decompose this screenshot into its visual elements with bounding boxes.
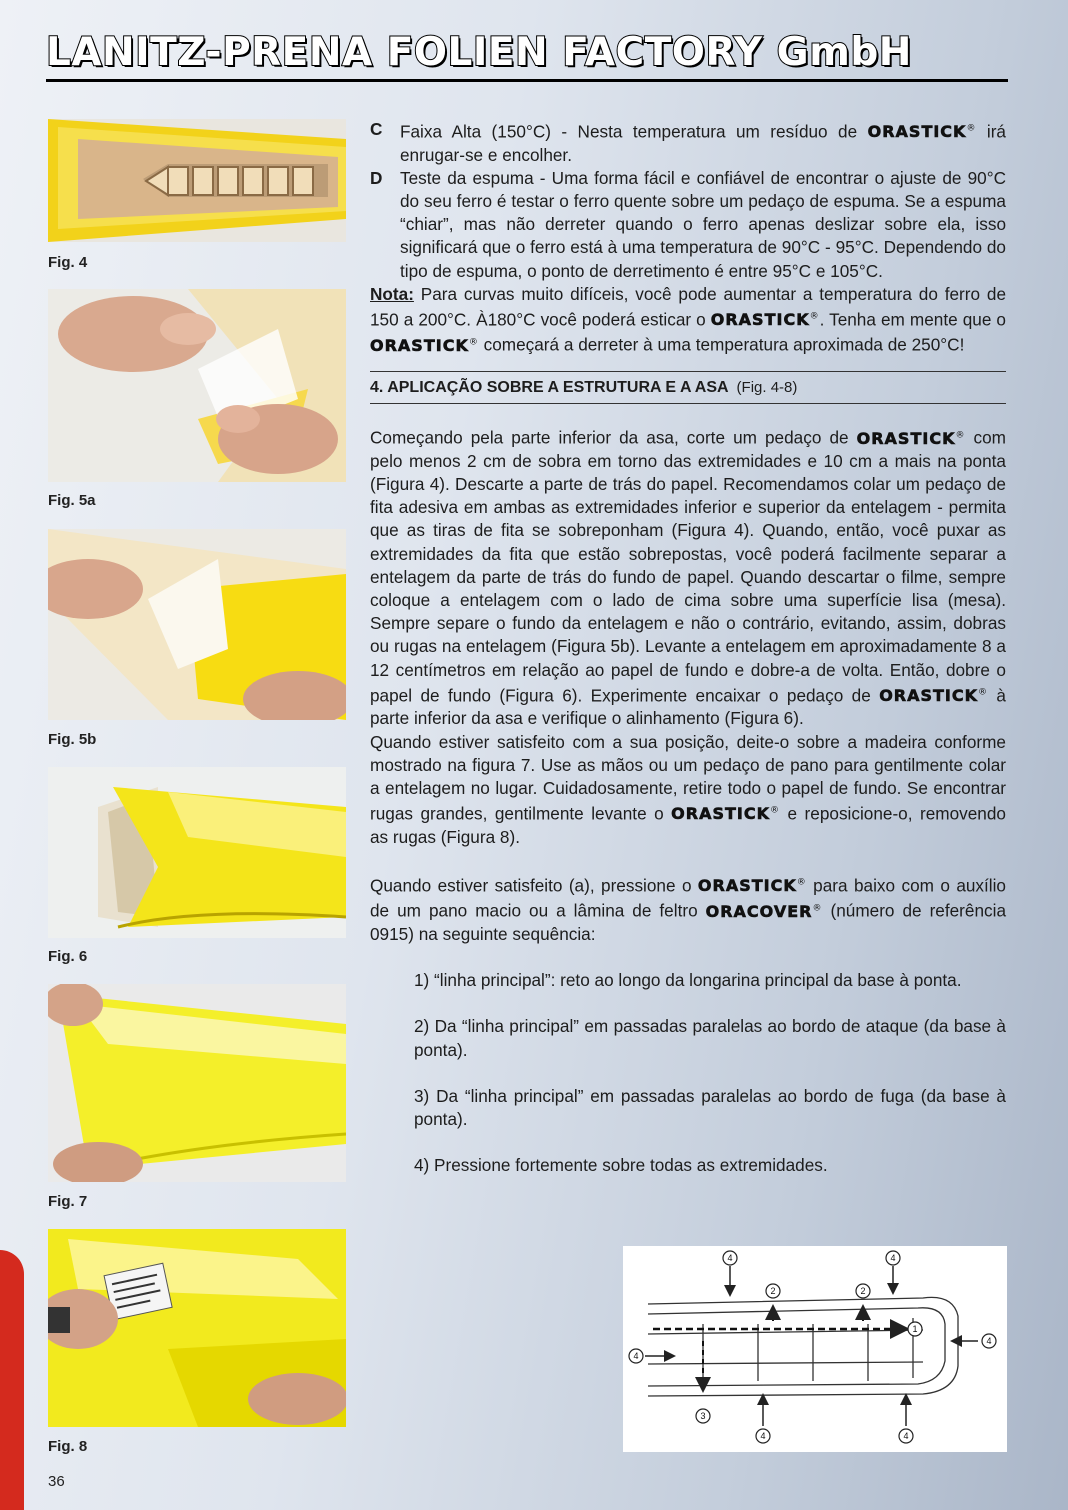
body-p1-part-b: com pelo menos 2 cm de sobra em torno das extremidades e 10 cm a mais na ponta (Figura 4). Descarte a parte de trás do papel. Recomendamos colar um pedaço de fita adesiva em ambas as extremidades inferior e superior da entelagem - permita que as tiras de fita se sobreponham (Figura 4). Quando, então, você puxar as extremidades da fita que estão sobrepostas, você poderá facilmente separar a entelagem da parte de trás do fundo de papel. Quando descartar o filme, sempre coloque a entelagem com o lado de cima sobre uma superfície lisa (mesa). Sempre separe o fundo da entelagem e não o contrário, evitando, assim, dobras ou rugas na entelagem (Figura 5b). Levante a entelagem em aproximadamente 8 a 12 centímetros em relação ao papel de fundo e dobre-a de volta. Então, dobre o papel de fundo (Figura 6). Experimente encaixar o pedaço de	[370, 427, 1006, 706]
diagram-mark-3: 3	[700, 1411, 706, 1421]
item-d-letter: D	[370, 167, 383, 188]
body-paragraph-3	[370, 872, 1006, 946]
figure-5a-photo	[48, 289, 346, 482]
diagram-mark-2: 2	[770, 1286, 776, 1296]
note-text-part1: Para curvas muito difíceis, você pode aumentar a temperatura do ferro de 150 a 200°C. À180°C você poderá esticar o	[370, 283, 1006, 330]
brand-orastick	[698, 876, 807, 895]
brand-oracover	[706, 902, 823, 921]
body-p1-part-c: à parte inferior da asa e verifique o alinhamento (Figura 6).	[370, 685, 1006, 729]
brand-oracover-name: ORACOVER	[705, 901, 813, 921]
page-edge-tab	[0, 1250, 24, 1510]
body-p3-part-a: Quando estiver satisfeito (a), pressione o	[370, 875, 698, 896]
figure-7-photo	[48, 984, 346, 1182]
diagram-mark-4: 4	[727, 1253, 733, 1263]
figure-5b-caption: Fig. 5b	[48, 731, 97, 748]
step-3: 3) Da “linha principal” em passadas paralelas ao bordo de fuga (da base à ponta).	[414, 1085, 1006, 1129]
brand-reg-mark: ®	[770, 806, 781, 817]
body-p3-part-c: (número de referência 0915) na seguinte sequência:	[370, 900, 1006, 944]
note-text-part3: começará a derreter à uma temperatura aproximada de 250°C!	[478, 334, 965, 355]
figure-5a-caption: Fig. 5a	[48, 492, 96, 509]
note-paragraph	[370, 283, 1006, 357]
brand-reg-mark: ®	[955, 430, 966, 441]
figure-8-photo	[48, 1229, 346, 1427]
diagram-mark-4: 4	[986, 1336, 992, 1346]
brand-orastick-name: ORASTICK	[671, 804, 771, 824]
body-paragraph-1	[370, 424, 1006, 730]
wing-pressing-diagram	[623, 1246, 1007, 1452]
item-c-letter: C	[370, 119, 383, 139]
note-label: Nota:	[370, 283, 414, 304]
item-c-text-part1: Faixa Alta (150°C) - Nesta temperatura um resíduo de	[400, 121, 868, 142]
section-heading	[370, 371, 1006, 404]
figure-5b-photo	[48, 529, 346, 720]
step-4: 4) Pressione fortemente sobre todas as extremidades.	[414, 1155, 828, 1176]
body-p3-part-b: para baixo com o auxílio de um pano macio ou a lâmina de feltro	[370, 875, 1006, 921]
brand-orastick	[711, 310, 820, 329]
figure-6-photo	[48, 767, 346, 938]
brand-orastick	[879, 686, 988, 705]
body-p2-part-a: Quando estiver satisfeito com a sua posição, deite-o sobre a madeira conforme mostrado na figura 7. Use as mãos ou um pedaço de pano para gentilmente colar a entelagem no lugar. Cuidadosamente, retire todo o papel de fundo. Se encontrar rugas grandes, gentilmente levante o	[370, 731, 1006, 824]
page-header-title: LANITZ-PRENA FOLIEN FACTORY GmbH	[46, 30, 912, 75]
figure-6-caption: Fig. 6	[48, 948, 88, 965]
diagram-mark-2: 2	[860, 1286, 866, 1296]
figure-8-caption: Fig. 8	[48, 1438, 88, 1455]
item-c-text	[400, 118, 1006, 167]
brand-reg-mark: ®	[796, 877, 807, 888]
main-text-column	[370, 118, 1006, 1177]
brand-orastick	[868, 122, 977, 141]
page-number: 36	[48, 1473, 65, 1490]
diagram-mark-4: 4	[760, 1431, 766, 1441]
diagram-mark-4: 4	[633, 1351, 639, 1361]
brand-reg-mark: ®	[978, 687, 989, 698]
brand-reg-mark: ®	[812, 903, 823, 914]
brand-orastick	[857, 429, 966, 448]
section-figure-ref: (Fig. 4-8)	[736, 379, 798, 397]
item-d-text: Teste da espuma - Uma forma fácil e confiável de encontrar o ajuste de 90°C do seu ferro é testar o ferro quente sobre um pedaço de espuma. Se a espuma “chiar”, mas não derreter quando o ferro apenas deslizar sobre ela, isso significará que o ferro está à uma temperatura de 90°C - 95°C. Dependendo do tipo de espuma, o ponto de derretimento é entre 95°C e 105°C.	[400, 167, 1006, 281]
body-paragraph-2	[370, 731, 1006, 849]
figure-7-caption: Fig. 7	[48, 1193, 88, 1210]
brand-orastick-name: ORASTICK	[710, 310, 810, 330]
diagram-mark-4: 4	[903, 1431, 909, 1441]
brand-orastick-name: ORASTICK	[370, 335, 469, 355]
brand-reg-mark: ®	[468, 337, 479, 348]
brand-orastick-name: ORASTICK	[856, 428, 956, 448]
item-c	[370, 118, 1006, 167]
step-2: 2) Da “linha principal” em passadas paralelas ao bordo de ataque (da base à ponta).	[414, 1016, 1006, 1060]
figure-4-caption: Fig. 4	[48, 254, 88, 271]
diagram-mark-4: 4	[890, 1253, 896, 1263]
note-text-part2: . Tenha em mente que o	[819, 309, 1006, 330]
brand-orastick	[671, 804, 780, 823]
brand-reg-mark: ®	[966, 124, 977, 134]
diagram-mark-1: 1	[912, 1324, 918, 1334]
brand-orastick-name: ORASTICK	[867, 122, 967, 142]
brand-orastick-name: ORASTICK	[697, 876, 797, 896]
wing-diagram-svg	[623, 1246, 1007, 1452]
item-c-text-part2: irá enrugar-se e encolher.	[400, 121, 1006, 165]
brand-orastick-name: ORASTICK	[879, 686, 979, 706]
brand-orastick	[370, 336, 479, 355]
header-rule	[46, 79, 1008, 82]
step-1: 1) “linha principal”: reto ao longo da longarina principal da base à ponta.	[414, 970, 962, 991]
section-title: 4. APLICAÇÃO SOBRE A ESTRUTURA E A ASA	[370, 379, 729, 397]
body-p2-part-b: e reposicione-o, removendo as rugas (Figura 8).	[370, 803, 1006, 847]
brand-reg-mark: ®	[809, 311, 820, 322]
figure-4-photo	[48, 119, 346, 242]
body-p1-part-a: Começando pela parte inferior da asa, corte um pedaço de	[370, 427, 857, 448]
item-d	[370, 167, 1006, 283]
